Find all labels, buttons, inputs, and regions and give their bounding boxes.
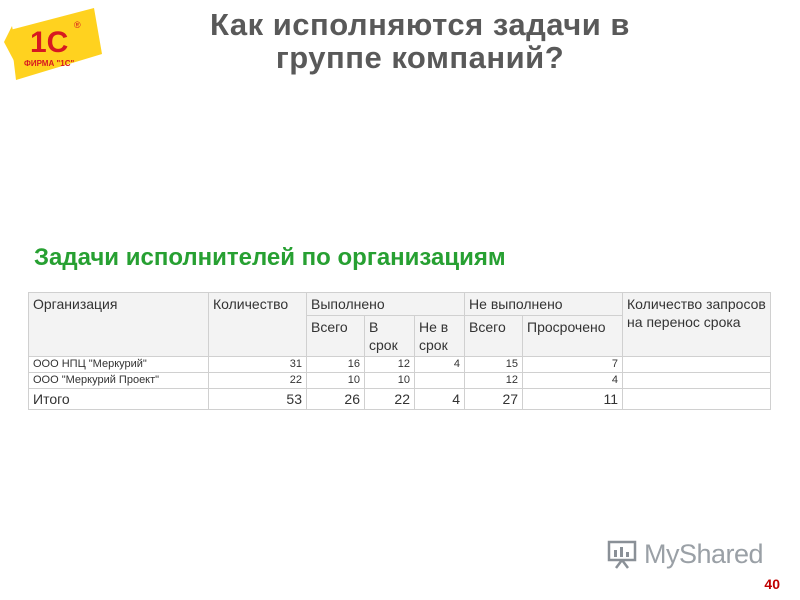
- myshared-watermark: [606, 536, 766, 572]
- watermark-text: MyShared: [644, 538, 764, 569]
- page-number: 40: [764, 576, 780, 592]
- cell-overdue: 7: [523, 357, 623, 373]
- header-not-done-overdue: Просрочено: [523, 316, 623, 357]
- logo-main-text: 1С: [30, 26, 69, 59]
- cell-total-label: Итого: [29, 389, 209, 410]
- cell-done-total: 16: [307, 357, 365, 373]
- cell-total-requests: [623, 389, 771, 410]
- cell-total-count: 53: [209, 389, 307, 410]
- cell-overdue: 4: [523, 373, 623, 389]
- cell-organization: ООО "Меркурий Проект": [29, 373, 209, 389]
- total-row: [29, 389, 771, 410]
- header-done-late: Не в срок: [415, 316, 465, 357]
- cell-requests: [623, 357, 771, 373]
- cell-count: 31: [209, 357, 307, 373]
- table-row: [29, 357, 771, 373]
- header-not-done: Не выполнено: [465, 293, 623, 316]
- table-row: [29, 373, 771, 389]
- slide-title: [120, 8, 720, 74]
- cell-done-on-time: 12: [365, 357, 415, 373]
- header-postpone-requests: Количество запросов на перенос срока: [623, 293, 771, 357]
- report-heading: Задачи исполнителей по организациям: [34, 244, 506, 271]
- cell-not-done-total: 12: [465, 373, 523, 389]
- cell-count: 22: [209, 373, 307, 389]
- header-done-on-time: В срок: [365, 316, 415, 357]
- report-table: [28, 292, 771, 410]
- header-done-total: Всего: [307, 316, 365, 357]
- cell-total-not-done: 27: [465, 389, 523, 410]
- cell-done-total: 10: [307, 373, 365, 389]
- header-organization: Организация: [29, 293, 209, 357]
- cell-done-late: 4: [415, 357, 465, 373]
- cell-total-late: 4: [415, 389, 465, 410]
- header-done: Выполнено: [307, 293, 465, 316]
- cell-total-overdue: 11: [523, 389, 623, 410]
- logo-registered-mark: ®: [74, 20, 81, 30]
- slide-title-line-1: Как исполняются задачи в: [210, 7, 630, 42]
- logo-sub-text: ФИРМА "1С": [24, 59, 75, 68]
- cell-total-done: 26: [307, 389, 365, 410]
- cell-done-late: [415, 373, 465, 389]
- firm-1c-logo: [2, 2, 106, 86]
- cell-organization: ООО НПЦ "Меркурий": [29, 357, 209, 373]
- slide-title-line-2: группе компаний?: [275, 40, 565, 75]
- cell-total-on-time: 22: [365, 389, 415, 410]
- presentation-board-icon: [606, 538, 638, 570]
- cell-not-done-total: 15: [465, 357, 523, 373]
- cell-requests: [623, 373, 771, 389]
- header-not-done-total: Всего: [465, 316, 523, 357]
- cell-done-on-time: 10: [365, 373, 415, 389]
- header-count: Количество: [209, 293, 307, 357]
